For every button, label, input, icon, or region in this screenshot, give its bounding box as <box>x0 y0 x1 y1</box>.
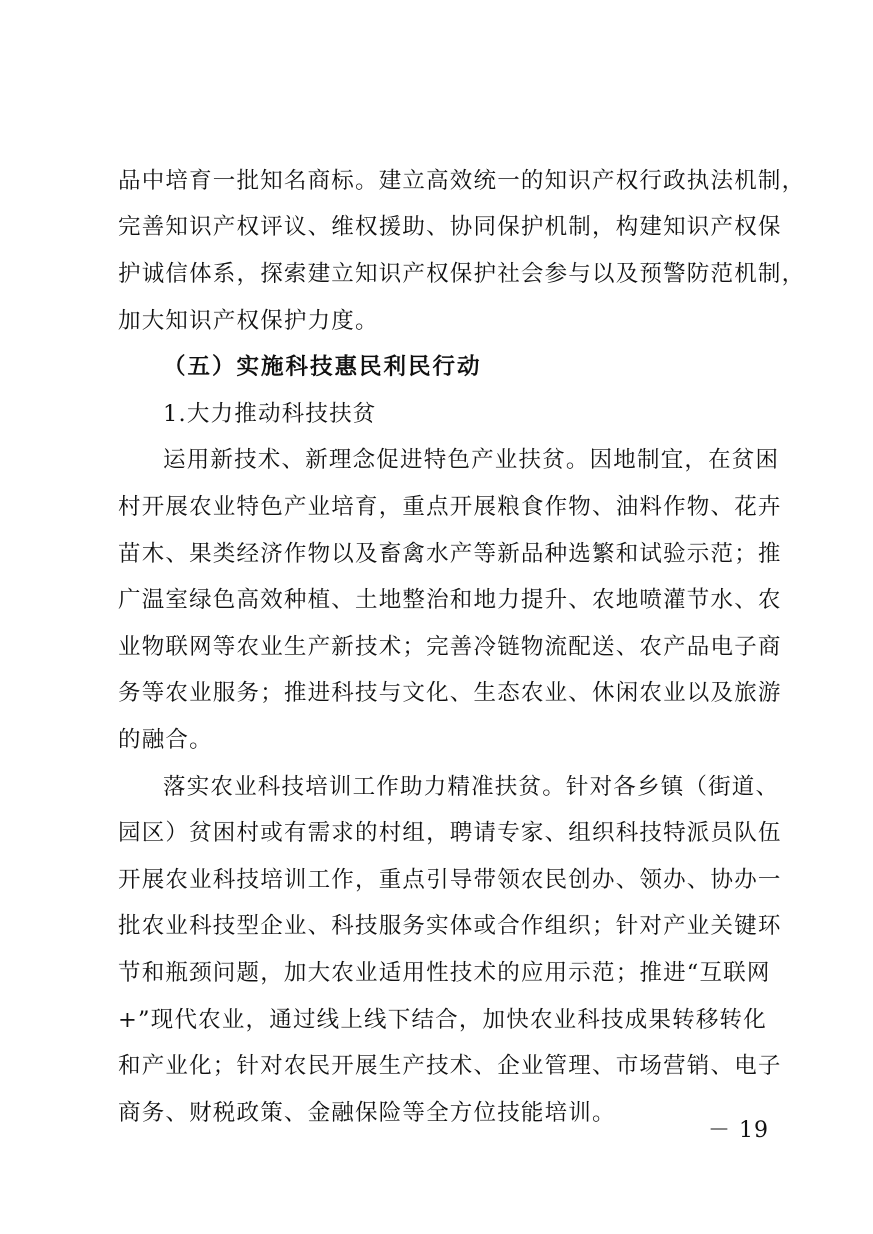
paragraph-line: 广温室绿色高效种植、土地整治和地力提升、农地喷灌节水、农 <box>118 587 782 613</box>
subsection-heading: 1.大力推动科技扶贫 <box>163 401 377 427</box>
paragraph-line: 园区）贫困村或有需求的村组，聘请专家、组织科技特派员队伍 <box>118 820 782 846</box>
paragraph-line: 运用新技术、新理念促进特色产业扶贫。因地制宜，在贫困 <box>163 447 780 473</box>
page-number: － 19 <box>708 1118 769 1143</box>
paragraph-line: 苗木、果类经济作物以及畜禽水产等新品种选繁和试验示范；推 <box>118 541 782 567</box>
paragraph-line: 的融合。 <box>118 727 213 753</box>
paragraph-line: 加大知识产权保护力度。 <box>118 308 379 334</box>
paragraph-line: 业物联网等农业生产新技术；完善冷链物流配送、农产品电子商 <box>118 634 782 660</box>
paragraph-line: 务等农业服务；推进科技与文化、生态农业、休闲农业以及旅游 <box>118 680 782 706</box>
section-heading: （五）实施科技惠民利民行动 <box>163 354 482 380</box>
paragraph-line: 落实农业科技培训工作助力精准扶贫。针对各乡镇（街道、 <box>163 774 780 800</box>
paragraph-line: 批农业科技型企业、科技服务实体或合作组织；针对产业关键环 <box>118 913 782 939</box>
paragraph-line: 完善知识产权评议、维权援助、协同保护机制，构建知识产权保 <box>118 214 782 240</box>
paragraph-line: 商务、财税政策、金融保险等全方位技能培训。 <box>118 1100 616 1126</box>
paragraph-line: 村开展农业特色产业培育，重点开展粮食作物、油料作物、花卉 <box>118 494 782 520</box>
paragraph-line: 开展农业科技培训工作，重点引导带领农民创办、领办、协办一 <box>118 867 782 893</box>
paragraph-line: 品中培育一批知名商标。建立高效统一的知识产权行政执法机制， <box>118 168 806 194</box>
paragraph-line: +”现代农业，通过线上线下结合，加快农业科技成果转移转化 <box>118 1007 767 1033</box>
paragraph-line: 和产业化；针对农民开展生产技术、企业管理、市场营销、电子 <box>118 1053 782 1079</box>
paragraph-line: 节和瓶颈问题，加大农业适用性技术的应用示范；推进“互联网 <box>118 960 771 986</box>
paragraph-line: 护诚信体系，探索建立知识产权保护社会参与以及预警防范机制， <box>118 261 806 287</box>
